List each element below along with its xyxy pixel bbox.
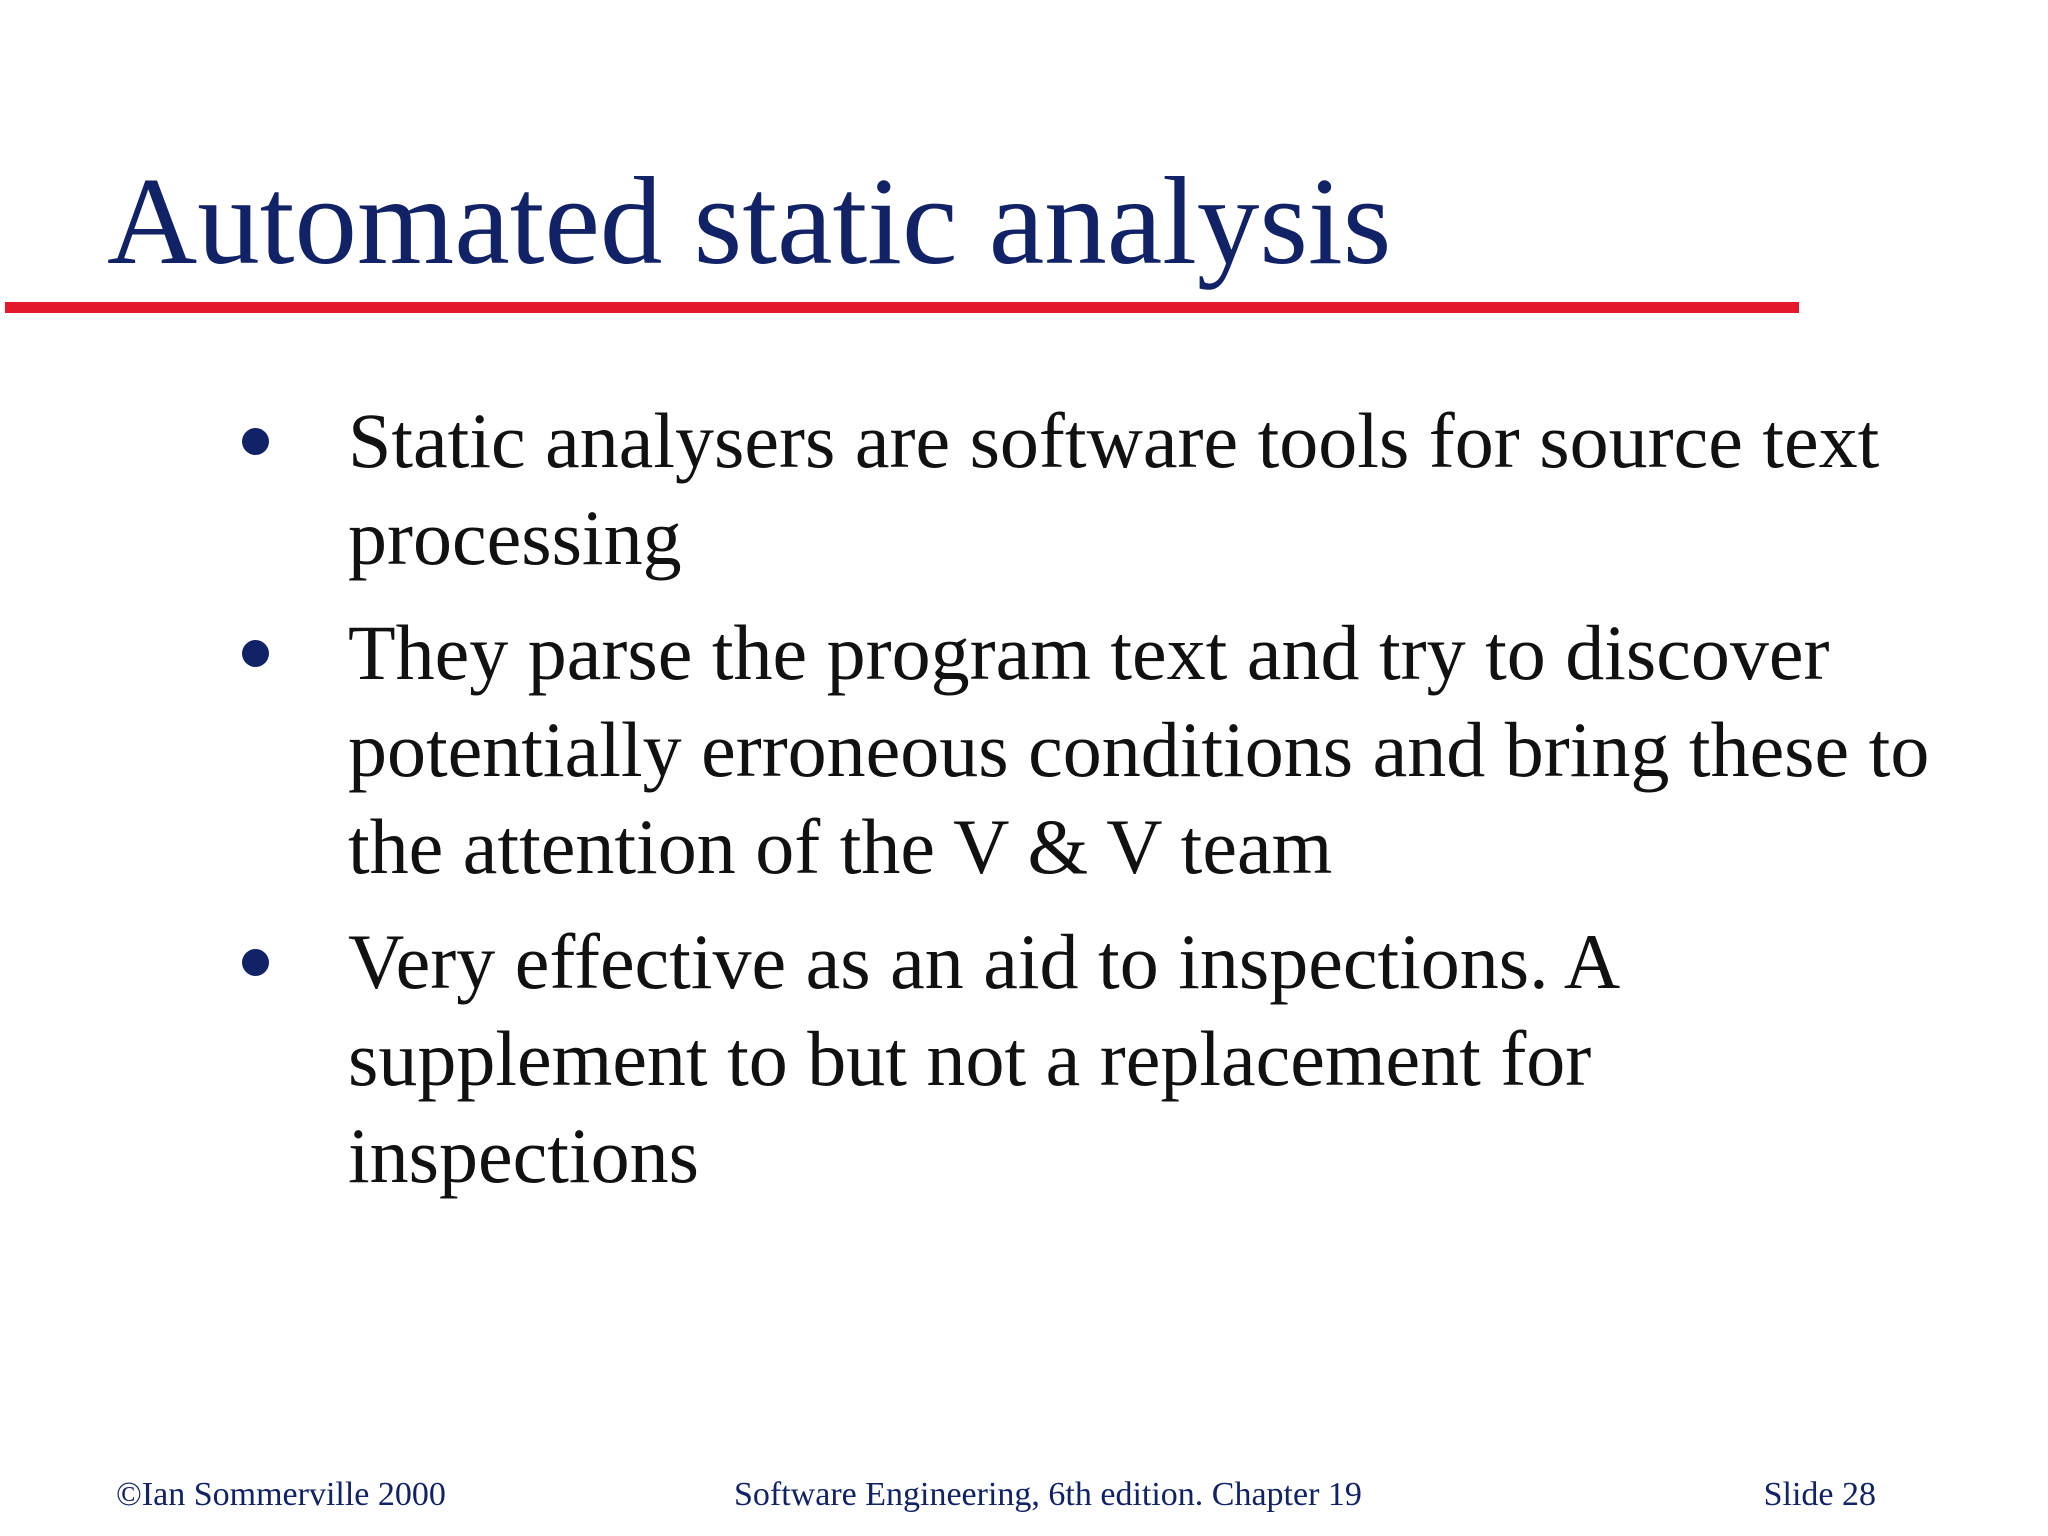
bullet-text: Very effective as an aid to inspections. A supplement to but not a replacement for inspections (348, 918, 1616, 1199)
bullet-dot-icon (242, 428, 269, 455)
bullet-item (240, 604, 1960, 895)
title-underline (5, 302, 1799, 313)
slide-title: Automated static analysis (107, 153, 1392, 291)
bullet-list (240, 392, 1960, 1222)
bullet-item (240, 392, 1960, 586)
footer-slide-number: Slide 28 (1763, 1476, 1876, 1513)
bullet-text: They parse the program text and try to discover potentially erroneous conditions and bring these to the attention of the V & V team (348, 609, 1930, 890)
bullet-item (240, 913, 1960, 1204)
footer-course-title: Software Engineering, 6th edition. Chapter 19 (734, 1476, 1362, 1513)
bullet-dot-icon (242, 949, 269, 976)
bullet-text: Static analysers are software tools for source text processing (348, 397, 1880, 581)
bullet-dot-icon (242, 640, 269, 667)
footer-copyright: ©Ian Sommerville 2000 (116, 1476, 446, 1513)
